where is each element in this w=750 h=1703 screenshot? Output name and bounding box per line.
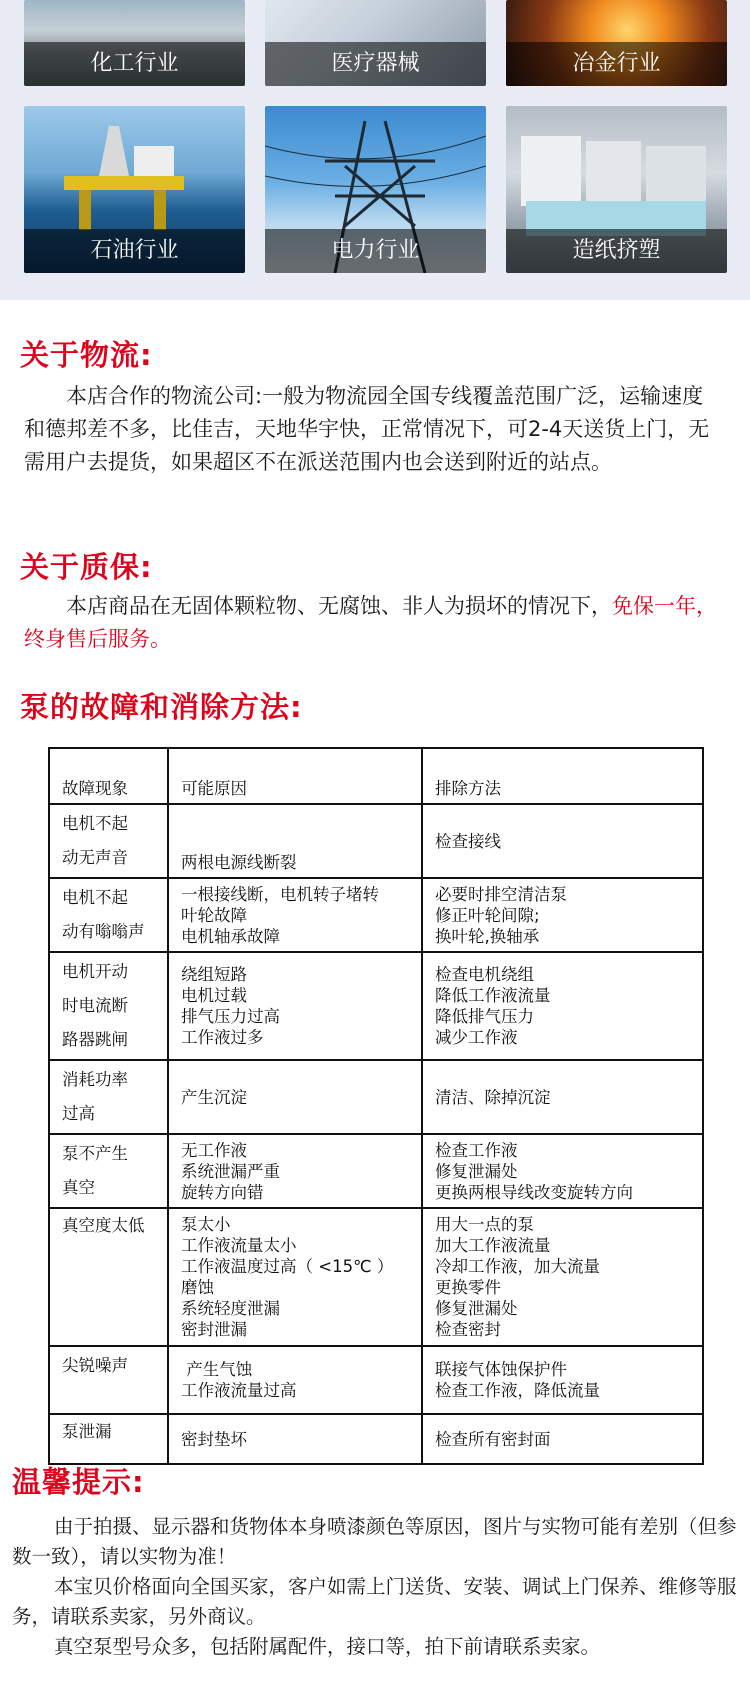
fix-cell <box>422 1346 703 1414</box>
symptom-cell <box>49 878 168 952</box>
fix-line: 更换零件 <box>435 1278 501 1297</box>
cause-line: 电机轴承故障 <box>181 926 280 946</box>
fix-line: 检查接线 <box>435 831 501 851</box>
cause-cell <box>168 1208 422 1346</box>
cause-line: 叶轮故障 <box>181 905 247 925</box>
industry-grid <box>0 0 750 300</box>
warranty-heading: 关于质保: <box>20 550 153 584</box>
table-row <box>49 1346 703 1414</box>
cause-line: 两根电源线断裂 <box>181 853 297 872</box>
fix-line: 换叶轮,换轴承 <box>435 926 540 946</box>
cause-line: 旋转方向错 <box>181 1182 264 1202</box>
symptom-line: 动有嗡嗡声 <box>62 922 145 941</box>
fix-line: 修正叶轮间隙; <box>435 905 540 925</box>
industry-tile <box>24 0 245 86</box>
fault-table <box>48 747 704 1465</box>
symptom-line: 电机不起 <box>62 888 128 907</box>
header-cause: 可能原因 <box>168 748 422 804</box>
industry-label: 造纸挤塑 <box>506 229 727 273</box>
logistics-text <box>24 380 724 479</box>
cause-line: 工作液流量过高 <box>181 1381 297 1400</box>
industry-tile <box>265 0 486 86</box>
cause-line: 产生气蚀 <box>181 1360 253 1379</box>
fix-line: 修复泄漏处 <box>435 1299 518 1318</box>
industry-tile <box>506 0 727 86</box>
table-row <box>49 1414 703 1464</box>
table-row <box>49 804 703 878</box>
symptom-line: 消耗功率 <box>62 1070 128 1089</box>
symptom-line: 泵不产生 <box>62 1144 128 1163</box>
tip-paragraph <box>12 1572 738 1632</box>
tip-text: 由于拍摄、显示器和货物体本身喷漆颜色等原因，图片与实物可能有差别（但参数一致），请以实物为准！ <box>12 1515 737 1568</box>
cause-cell <box>168 952 422 1060</box>
tips-heading: 温馨提示: <box>12 1465 145 1499</box>
cause-line: 密封垫坏 <box>181 1429 247 1449</box>
symptom-cell <box>49 804 168 878</box>
symptom-line: 泵泄漏 <box>62 1422 112 1441</box>
fix-line: 用大一点的泵 <box>435 1215 534 1234</box>
symptom-cell <box>49 1346 168 1414</box>
symptom-cell <box>49 1134 168 1208</box>
industry-label: 冶金行业 <box>506 42 727 86</box>
industry-label: 电力行业 <box>265 229 486 273</box>
cause-cell <box>168 1414 422 1464</box>
warranty-body: 本店商品在无固体颗粒物、无腐蚀、非人为损坏的情况下， <box>66 594 612 618</box>
symptom-line: 过高 <box>62 1104 95 1123</box>
symptom-line: 电机开动 <box>62 962 128 981</box>
logistics-heading: 关于物流: <box>20 338 153 372</box>
fix-line: 清洁、除掉沉淀 <box>435 1087 551 1107</box>
fix-line: 联接气体蚀保护件 <box>435 1360 567 1379</box>
cause-line: 磨蚀 <box>181 1278 214 1297</box>
symptom-line: 真空 <box>62 1178 95 1197</box>
fix-cell <box>422 1134 703 1208</box>
symptom-line: 时电流断 <box>62 996 128 1015</box>
industry-label: 石油行业 <box>24 229 245 273</box>
cause-cell <box>168 804 422 878</box>
fix-line: 检查密封 <box>435 1320 501 1339</box>
tip-text: 真空泵型号众多，包括附属配件，接口等，拍下前请联系卖家。 <box>54 1635 601 1658</box>
cause-line: 电机过载 <box>181 986 247 1005</box>
cause-cell <box>168 878 422 952</box>
symptom-cell <box>49 1060 168 1134</box>
tip-text: 本宝贝价格面向全国买家，客户如需上门送货、安装、调试上门保养、维修等服务，请联系卖家，另外商议。 <box>12 1575 737 1628</box>
table-row <box>49 952 703 1060</box>
header-fix: 排除方法 <box>422 748 703 804</box>
table-row <box>49 878 703 952</box>
header-symptom: 故障现象 <box>49 748 168 804</box>
cause-line: 无工作液 <box>181 1140 247 1160</box>
fix-line: 降低排气压力 <box>435 1007 534 1026</box>
symptom-line: 尖锐噪声 <box>62 1356 128 1375</box>
tips-text <box>12 1512 738 1662</box>
industry-tile <box>265 106 486 273</box>
industry-label: 医疗器械 <box>265 42 486 86</box>
cause-line: 工作液温度过高（ <15℃ ） <box>181 1257 394 1276</box>
fix-line: 降低工作液流量 <box>435 986 551 1005</box>
cause-cell <box>168 1346 422 1414</box>
fix-cell <box>422 804 703 878</box>
fix-line: 冷却工作液，加大流量 <box>435 1257 600 1276</box>
fix-line: 检查电机绕组 <box>435 965 534 984</box>
logistics-body: 本店合作的物流公司:一般为物流园全国专线覆盖范围广泛，运输速度和德邦差不多，比佳吉，天地华宇快，正常情况下，可2-4天送货上门，无需用户去提货，如果超区不在派送范围内也会送到附近的站点。 <box>24 384 710 474</box>
symptom-cell <box>49 1414 168 1464</box>
table-row <box>49 1060 703 1134</box>
table-row <box>49 1134 703 1208</box>
fix-line: 修复泄漏处 <box>435 1161 518 1181</box>
symptom-line: 路器跳闸 <box>62 1030 128 1049</box>
faults-heading: 泵的故障和消除方法: <box>20 690 303 724</box>
symptom-line: 真空度太低 <box>62 1216 145 1235</box>
cause-line: 绕组短路 <box>181 965 247 984</box>
fix-cell <box>422 1208 703 1346</box>
warranty-highlight: 免保一年，终身售后服务。 <box>24 594 717 651</box>
fix-line: 必要时排空清洁泵 <box>435 884 567 904</box>
fix-line: 减少工作液 <box>435 1028 518 1047</box>
cause-cell <box>168 1134 422 1208</box>
warranty-text <box>24 590 724 656</box>
fix-cell <box>422 952 703 1060</box>
industry-tile <box>24 106 245 273</box>
cause-line: 系统轻度泄漏 <box>181 1299 280 1318</box>
fix-line: 检查工作液，降低流量 <box>435 1381 600 1400</box>
cause-line: 系统泄漏严重 <box>181 1161 280 1181</box>
tip-paragraph <box>12 1632 738 1662</box>
cause-line: 一根接线断，电机转子堵转 <box>181 884 379 904</box>
industry-label: 化工行业 <box>24 42 245 86</box>
table-row <box>49 1208 703 1346</box>
cause-line: 排气压力过高 <box>181 1007 280 1026</box>
fix-line: 检查工作液 <box>435 1140 518 1160</box>
fix-cell <box>422 1060 703 1134</box>
fix-cell <box>422 878 703 952</box>
symptom-cell <box>49 952 168 1060</box>
industry-tile <box>506 106 727 273</box>
symptom-line: 动无声音 <box>62 848 128 867</box>
symptom-line: 电机不起 <box>62 814 128 833</box>
cause-line: 密封泄漏 <box>181 1320 247 1339</box>
fix-line: 更换两根导线改变旋转方向 <box>435 1182 633 1202</box>
cause-line: 工作液过多 <box>181 1028 264 1047</box>
fix-line: 检查所有密封面 <box>435 1429 551 1449</box>
table-header-row <box>49 748 703 804</box>
cause-line: 产生沉淀 <box>181 1087 247 1107</box>
cause-line: 工作液流量太小 <box>181 1236 297 1255</box>
fix-line: 加大工作液流量 <box>435 1236 551 1255</box>
symptom-cell <box>49 1208 168 1346</box>
fix-cell <box>422 1414 703 1464</box>
cause-cell <box>168 1060 422 1134</box>
tip-paragraph <box>12 1512 738 1572</box>
cause-line: 泵太小 <box>181 1215 231 1234</box>
